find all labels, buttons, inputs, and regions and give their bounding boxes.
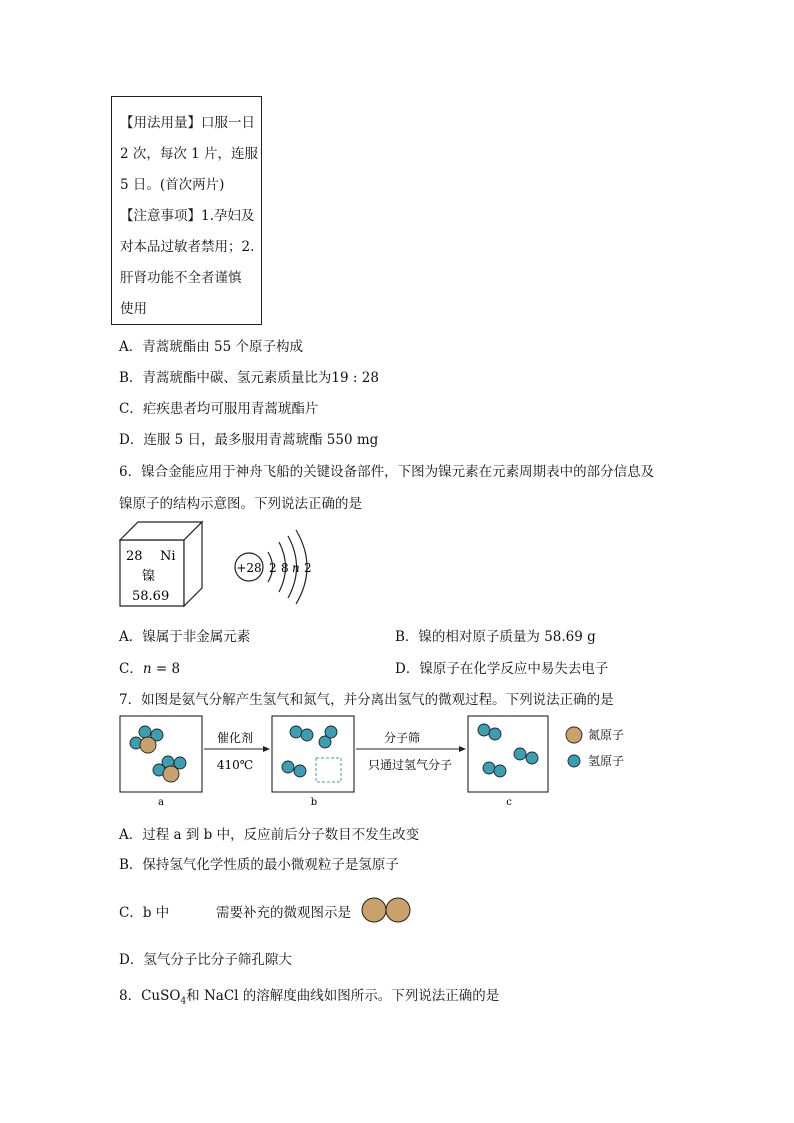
q6-option-b: B．镍的相对原子质量为 58.69 g — [395, 629, 596, 645]
arrow2-condition-top: 分子筛 — [383, 731, 421, 745]
q6-stem-line2: 镍原子的结构示意图。下列说法正确的是 — [119, 496, 362, 512]
label-c: c — [506, 797, 512, 808]
element-cell-diagram — [118, 520, 206, 608]
legend-nitrogen-icon — [566, 727, 582, 743]
q5-option-b: B．青蒿琥酯中碳、氢元素质量比为19 : 28 — [119, 370, 379, 386]
legend-hydrogen-label: 氢原子 — [588, 754, 625, 768]
legend-hydrogen-icon — [568, 755, 580, 767]
label-line-5: 对本品过敏者禁用；2. — [120, 239, 255, 255]
shell-1-electrons: 2 — [269, 561, 277, 575]
q7-option-b: B．保持氢气化学性质的最小微观粒子是氢原子 — [119, 857, 399, 873]
q5-option-a: A．青蒿琥酯由 55 个原子构成 — [119, 339, 304, 355]
q7-stem: 7．如图是氨气分解产生氢气和氮气，并分离出氢气的微观过程。下列说法正确的是 — [119, 692, 614, 708]
label-line-3: 5 日。(首次两片) — [120, 177, 225, 193]
legend-nitrogen-label: 氮原子 — [588, 728, 625, 742]
nucleus-charge: +28 — [236, 561, 262, 575]
box-b — [272, 716, 354, 792]
nitrogen-molecule-icon — [360, 896, 416, 924]
box-a — [120, 716, 202, 792]
label-line-2: 2 次，每次 1 片，连服 — [120, 146, 259, 162]
q5-option-c: C．疟疾患者均可服用青蒿琥酯片 — [119, 401, 319, 417]
element-name: 镍 — [142, 569, 156, 584]
arrow1-condition-top: 催化剂 — [216, 731, 254, 745]
q7-option-c-text: 需要补充的微观图示是 — [216, 905, 351, 921]
variable-n: n — [142, 661, 152, 677]
label-line-4: 【注意事项】1.孕妇及 — [120, 208, 255, 224]
arrow2-condition-bottom: 只通过氢气分子 — [367, 758, 453, 772]
shell-3-electrons: n — [292, 561, 300, 575]
medicine-label-box — [111, 96, 262, 325]
atom-structure-diagram — [232, 528, 322, 610]
label-b: b — [310, 797, 318, 808]
label-a: a — [158, 797, 164, 808]
label-line-6: 肝肾功能不全者谨慎 — [120, 270, 242, 286]
element-number: 28 — [126, 549, 143, 564]
shell-2-electrons: 8 — [281, 561, 289, 575]
element-mass: 58.69 — [132, 589, 170, 604]
label-line-7: 使用 — [120, 301, 147, 317]
shell-4-electrons: 2 — [304, 561, 312, 575]
q5-option-d: D．连服 5 日，最多服用青蒿琥酯 550 mg — [119, 432, 379, 448]
label-line-1: 【用法用量】口服一日 — [120, 115, 255, 131]
q7-option-c-prefix: C．b 中 — [119, 905, 170, 921]
q7-option-d: D．氢气分子比分子筛孔隙大 — [119, 952, 292, 968]
q8-stem: 8．CuSO$_4$和 NaCl 的溶解度曲线如图所示。下列说法正确的是 — [119, 988, 500, 1007]
element-symbol: Ni — [160, 549, 176, 564]
ammonia-decomposition-diagram — [118, 712, 638, 810]
q6-option-a: A．镍属于非金属元素 — [119, 629, 251, 645]
arrow1-condition-bottom: 410℃ — [216, 758, 254, 772]
q6-stem-line1: 6．镍合金能应用于神舟飞船的关键设备部件，下图为镍元素在元素周期表中的部分信息及 — [119, 464, 655, 480]
q6-option-c: C．n = 8 — [119, 661, 181, 677]
q6-option-d: D．镍原子在化学反应中易失去电子 — [395, 661, 609, 677]
q7-option-a: A．过程 a 到 b 中，反应前后分子数目不发生改变 — [119, 827, 420, 843]
